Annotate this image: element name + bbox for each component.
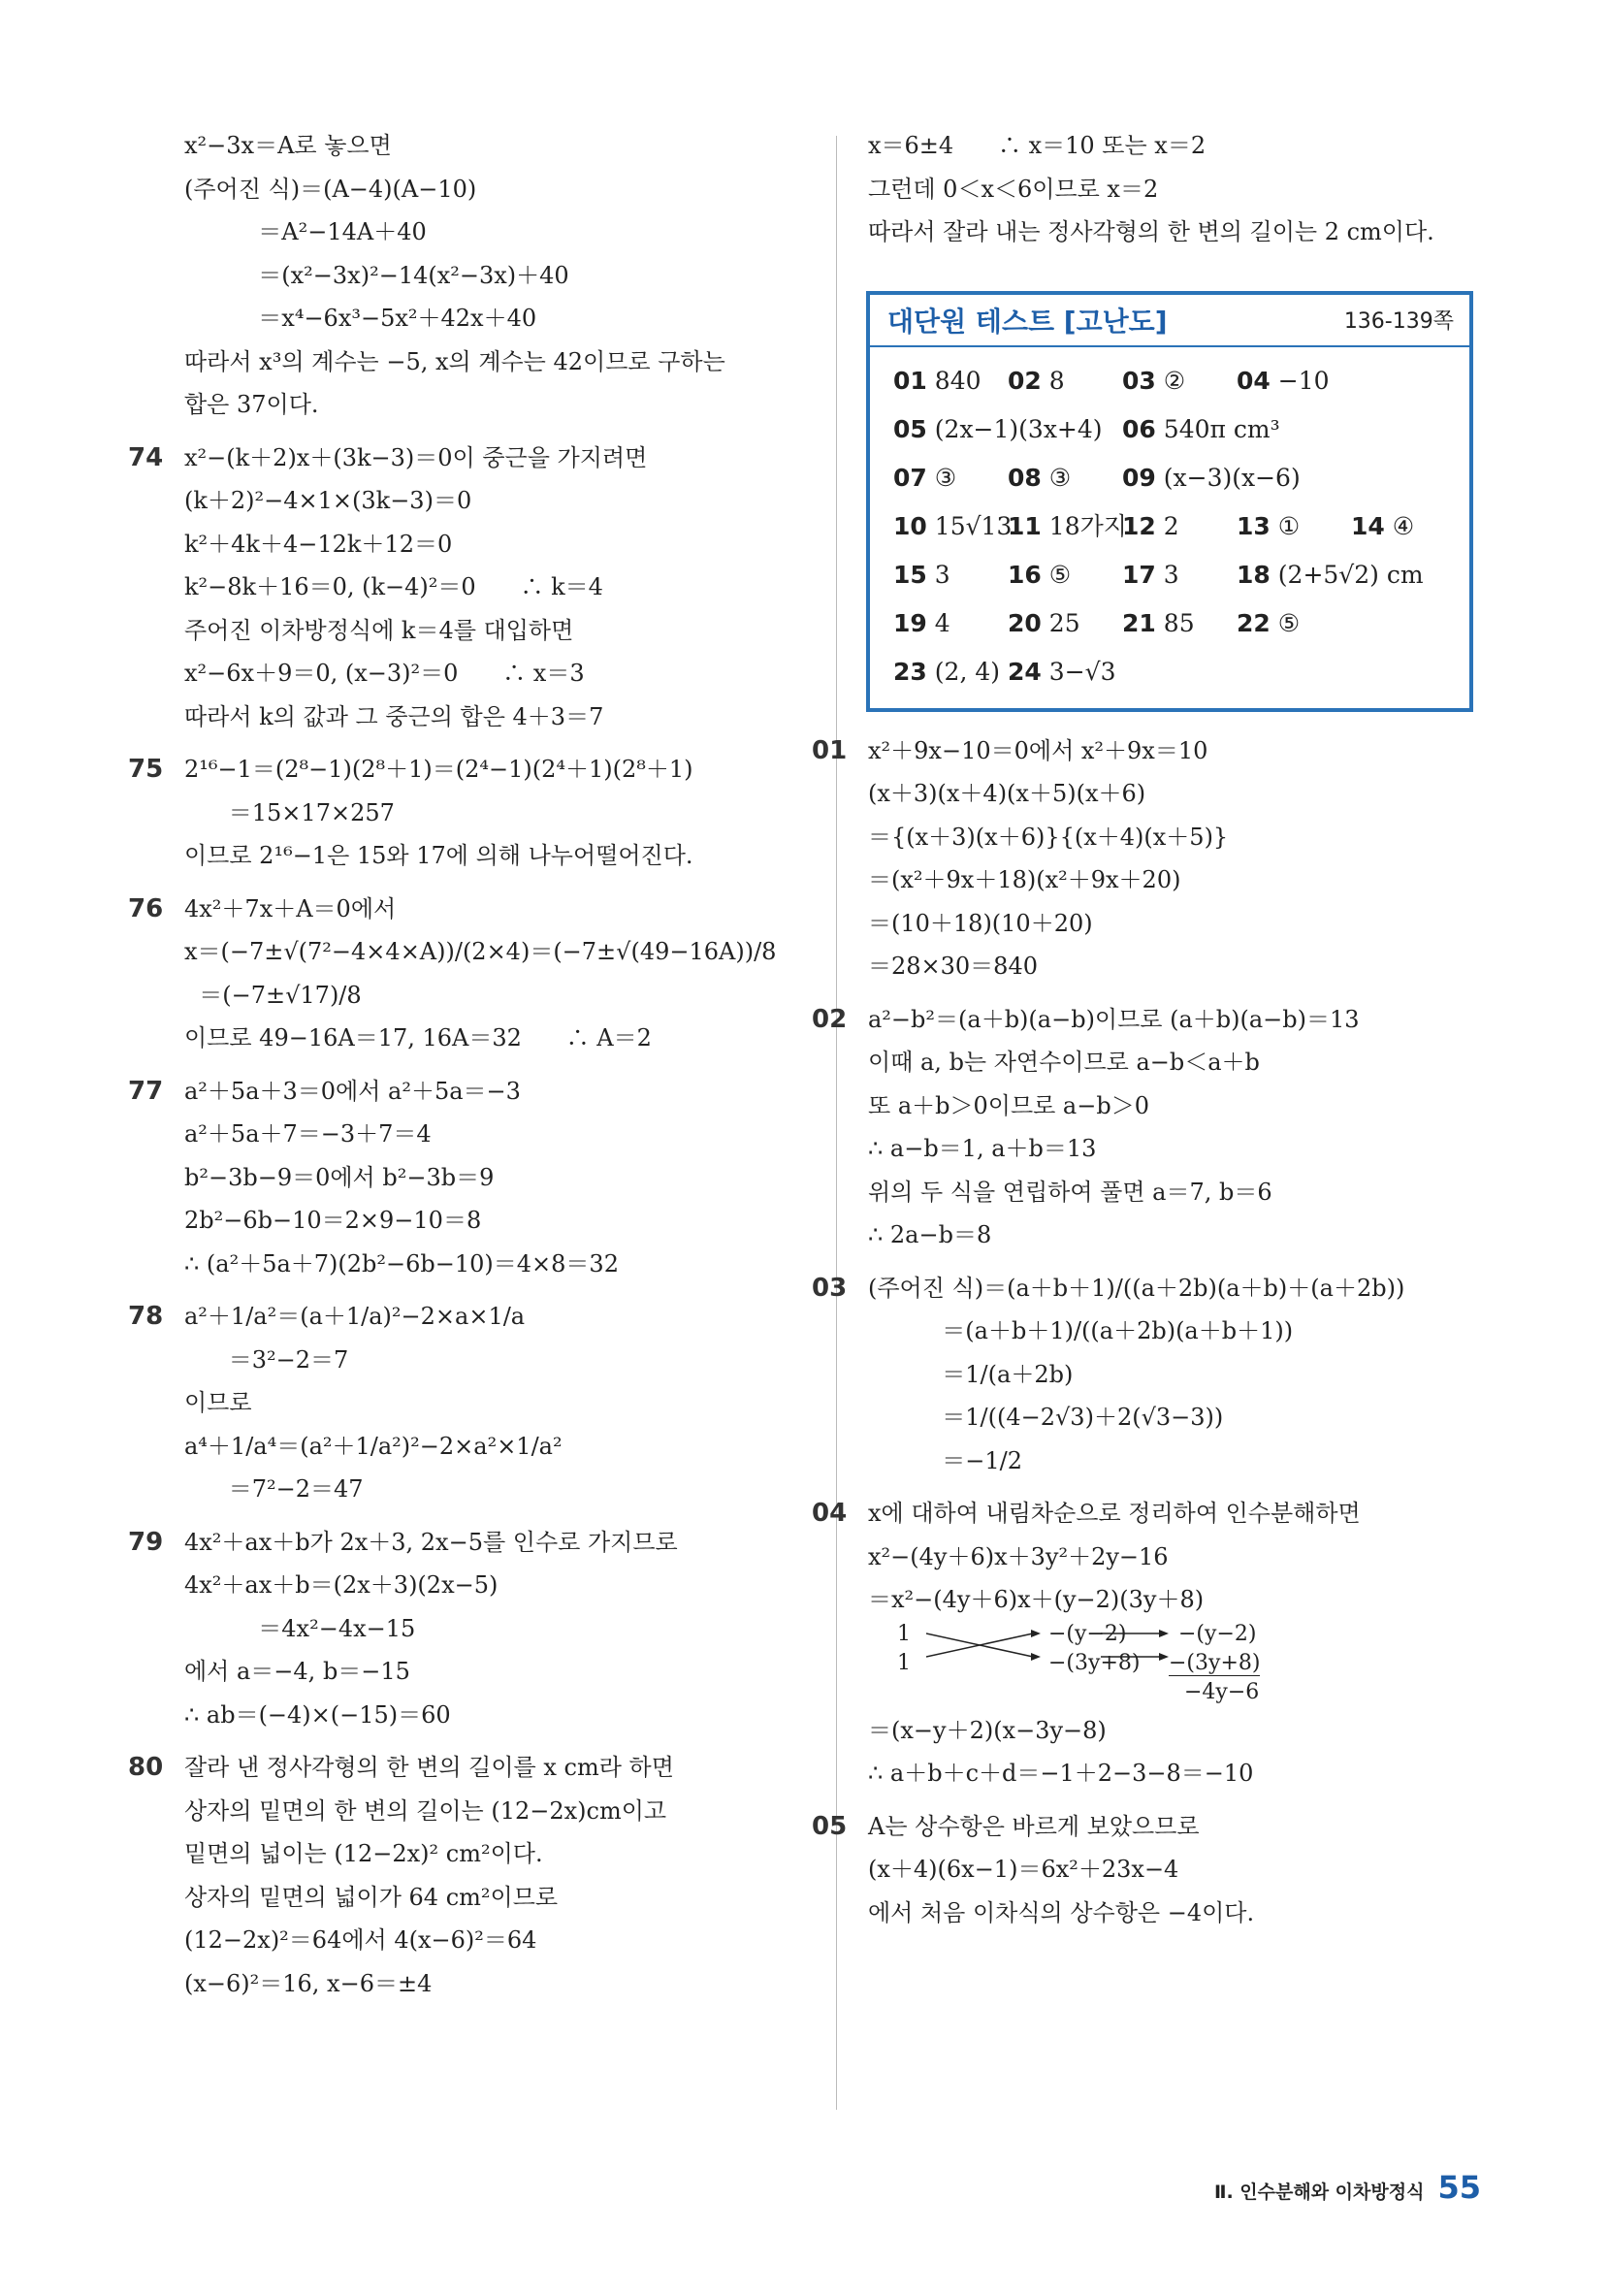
solution-line — [868, 902, 1489, 946]
problem-number: 02 — [812, 1004, 848, 1034]
solution-text: ＝(x²−3x)²−14(x²−3x)＋40 — [184, 261, 569, 289]
answer-number: 12 — [1122, 511, 1156, 540]
solution-text: ＝(10＋18)(10＋20) — [868, 909, 1093, 937]
left-column — [128, 124, 824, 2005]
solution-line — [184, 254, 824, 298]
answer-row — [893, 648, 1452, 696]
diagram-c2: −(3y+8) — [1169, 1650, 1261, 1675]
solution-text: ＝15×17×257 — [184, 798, 395, 826]
answer-item — [893, 599, 1008, 648]
problem-number: 01 — [812, 735, 848, 765]
solution-line — [184, 1381, 824, 1425]
solution-text: ＝x²−(4y＋6)x＋(y−2)(3y＋8) — [868, 1586, 1205, 1613]
solution-line — [184, 1650, 824, 1694]
solution-line — [184, 1017, 824, 1060]
solution-text: ＝(x−y＋2)(x−3y−8) — [868, 1716, 1107, 1744]
solution-line: x＝6±4 ∴ x＝10 또는 x＝2 — [868, 132, 1207, 159]
solution-text: ＝7²−2＝47 — [184, 1475, 364, 1503]
solution-line — [184, 1564, 824, 1607]
unit-test-answers — [870, 347, 1469, 708]
solution-text: 합은 37이다. — [184, 391, 319, 418]
answer-item — [1008, 599, 1122, 648]
problem-gap — [868, 1482, 1489, 1492]
answer-row — [893, 599, 1452, 648]
solution-line — [184, 479, 824, 523]
solution-text: x²−(4y＋6)x＋3y²＋2y−16 — [868, 1542, 1169, 1570]
solution-text: 따라서 x³의 계수는 −5, x의 계수는 42이므로 구하는 — [184, 347, 725, 375]
solution-text: 상자의 밑면의 넓이가 64 cm²이므로 — [184, 1883, 559, 1911]
problem-line — [812, 1805, 1489, 1849]
answer-number: 05 — [893, 414, 927, 443]
solution-text: ＝1/((4−2√3)＋2(√3−3)) — [868, 1404, 1224, 1431]
answer-item — [1351, 502, 1465, 551]
solution-text: x＝(−7±√(7²−4×4×A))/(2×4)＝(−7±√(49−16A))/8 — [184, 938, 777, 965]
answer-value: (2, 4) — [934, 657, 1001, 686]
solution-line — [184, 834, 824, 878]
answer-number: 15 — [893, 560, 927, 589]
solution-text: x²−3x＝A로 놓으면 — [184, 132, 392, 159]
answer-item — [1008, 357, 1122, 405]
factor-cross-diagram — [868, 1622, 1489, 1709]
right-top-continuation — [868, 124, 1489, 254]
answer-item — [893, 357, 1008, 405]
solution-line — [184, 1156, 824, 1200]
problem-line — [128, 748, 824, 792]
answer-row — [893, 502, 1452, 551]
answer-value: 2 — [1163, 511, 1179, 540]
problem-line — [128, 1070, 824, 1114]
answer-item — [1008, 648, 1122, 696]
problem-number: 78 — [128, 1302, 164, 1331]
chapter-label: Ⅱ. 인수분해와 이차방정식 — [1213, 2182, 1425, 2203]
answer-number: 02 — [1008, 366, 1042, 395]
answer-number: 07 — [893, 463, 927, 492]
solution-text: 2b²−6b−10＝2×9−10＝8 — [184, 1207, 482, 1234]
problem-gap — [868, 1795, 1489, 1805]
solution-text: 2¹⁶−1＝(2⁸−1)(2⁸＋1)＝(2⁴−1)(2⁴＋1)(2⁸＋1) — [184, 756, 693, 783]
answer-value: (2+5√2) cm — [1277, 560, 1424, 589]
diagram-c1: −(y−2) — [1178, 1621, 1257, 1646]
answer-value: ③ — [1048, 463, 1072, 492]
solution-text: x²−6x＋9＝0, (x−3)²＝0 ∴ x＝3 — [184, 660, 585, 687]
solution-text: ＝A²−14A＋40 — [184, 218, 427, 245]
answer-item — [1122, 551, 1237, 599]
solution-text: ＝4x²−4x−15 — [184, 1614, 416, 1642]
solution-text: ＝x⁴−6x³−5x²＋42x＋40 — [184, 305, 537, 332]
answer-item — [1122, 502, 1237, 551]
answer-value: 18가지 — [1048, 511, 1127, 540]
solution-text: (주어진 식)＝(a＋b＋1)/((a＋2b)(a＋b)＋(a＋2b)) — [868, 1274, 1405, 1302]
problem-line — [812, 1492, 1489, 1536]
solution-text: 이므로 49−16A＝17, 16A＝32 ∴ A＝2 — [184, 1024, 652, 1051]
solution-text: ∴ ab＝(−4)×(−15)＝60 — [184, 1700, 451, 1729]
solution-line — [868, 1171, 1489, 1214]
answer-number: 18 — [1237, 560, 1271, 589]
answer-value: 15√13 — [934, 511, 1013, 540]
problem-number: 75 — [128, 755, 164, 784]
solution-text: 4x²＋ax＋b가 2x＋3, 2x−5를 인수로 가지므로 — [184, 1528, 678, 1556]
page-footer — [1214, 2169, 1481, 2206]
answer-value: ② — [1163, 366, 1186, 395]
solution-line — [868, 772, 1489, 816]
solution-line — [868, 1127, 1489, 1171]
solution-text: b²−3b−9＝0에서 b²−3b＝9 — [184, 1163, 495, 1191]
answer-row — [893, 454, 1452, 502]
solution-text: 이므로 2¹⁶−1은 15와 17에 의해 나누어떨어진다. — [184, 842, 693, 869]
problem-gap — [868, 988, 1489, 998]
solution-text: a²＋1/a²＝(a＋1/a)²−2×a×1/a — [184, 1303, 526, 1330]
problem-number: 80 — [128, 1753, 164, 1782]
answer-value: 3−√3 — [1048, 657, 1116, 686]
solution-line — [184, 1468, 824, 1511]
problem-number: 77 — [128, 1076, 164, 1106]
problem-line — [128, 1521, 824, 1565]
solution-text: 따라서 k의 값과 그 중근의 합은 4＋3＝7 — [184, 702, 604, 730]
answer-value: 25 — [1048, 608, 1080, 637]
problem-gap — [184, 738, 824, 748]
answer-value: ⑤ — [1277, 608, 1301, 637]
problem-line — [128, 888, 824, 931]
solution-text: (x＋3)(x＋4)(x＋5)(x＋6) — [868, 780, 1146, 807]
solution-text: k²−8k＋16＝0, (k−4)²＝0 ∴ k＝4 — [184, 573, 603, 600]
solution-line — [184, 1694, 824, 1737]
problem-gap — [184, 1060, 824, 1070]
diagram-cross-arrows — [926, 1628, 1372, 1666]
solution-text: 4x²＋ax＋b＝(2x＋3)(2x−5) — [184, 1571, 499, 1599]
solution-text: (주어진 식)＝(A−4)(A−10) — [184, 175, 477, 203]
answer-item — [1122, 454, 1351, 502]
solution-line — [868, 1892, 1489, 1935]
solution-text: a²＋5a＋3＝0에서 a²＋5a＝−3 — [184, 1077, 521, 1105]
answer-number: 13 — [1237, 511, 1271, 540]
answer-item — [1237, 502, 1351, 551]
answer-item — [893, 502, 1013, 551]
answer-value: 840 — [934, 366, 981, 395]
problem-number: 03 — [812, 1273, 848, 1303]
solution-line — [868, 1752, 1489, 1795]
solution-line — [184, 930, 824, 974]
answer-number: 01 — [893, 366, 927, 395]
solution-text: (x−6)²＝16, x−6＝±4 — [184, 1969, 433, 1997]
answer-item — [893, 648, 1008, 696]
right-solutions-end — [812, 1709, 1489, 1935]
answer-value: 3 — [1163, 560, 1179, 589]
unit-test-pages: 136-139쪽 — [1343, 309, 1454, 334]
solution-text: ∴ a−b＝1, a＋b＝13 — [868, 1135, 1097, 1162]
solution-line — [184, 383, 824, 427]
answer-value: ③ — [934, 463, 957, 492]
solution-line — [184, 1425, 824, 1469]
unit-test-title: 대단원 테스트 [고난도] — [887, 305, 1168, 338]
diagram-sum: −4y−6 — [1184, 1679, 1260, 1704]
solution-text: ＝(−7±√17)/8 — [184, 981, 362, 1009]
solution-text: 에서 a＝−4, b＝−15 — [184, 1658, 410, 1685]
solution-line — [868, 1578, 1489, 1622]
answer-item — [1008, 502, 1127, 551]
problem-line — [128, 437, 824, 480]
solution-text: 4x²＋7x＋A＝0에서 — [184, 894, 397, 922]
answer-row — [893, 357, 1452, 405]
solution-line — [184, 1339, 824, 1382]
answer-value: (2x−1)(3x+4) — [934, 414, 1103, 443]
solution-line — [868, 1396, 1489, 1439]
problem-number: 74 — [128, 442, 164, 472]
solution-line — [184, 1113, 824, 1156]
answer-item — [1122, 599, 1237, 648]
answer-item — [1237, 357, 1351, 405]
answer-item — [1237, 551, 1465, 599]
answer-value: 8 — [1048, 366, 1065, 395]
solution-text: ＝{(x＋3)(x＋6)}{(x＋4)(x＋5)} — [868, 823, 1229, 851]
answer-value: ⑤ — [1048, 560, 1072, 589]
solution-text: 잘라 낸 정사각형의 한 변의 길이를 x cm라 하면 — [184, 1754, 674, 1781]
answer-item — [1122, 405, 1351, 454]
solution-text: ＝28×30＝840 — [868, 953, 1038, 980]
solution-line — [184, 1607, 824, 1651]
answer-number: 10 — [893, 511, 927, 540]
answer-number: 09 — [1122, 463, 1156, 492]
solution-text: ＝(a＋b＋1)/((a＋2b)(a＋b＋1)) — [868, 1317, 1294, 1344]
answer-value: (x−3)(x−6) — [1163, 463, 1301, 492]
solution-line: 그런데 0＜x＜6이므로 x＝2 — [868, 175, 1159, 203]
solution-line — [868, 1310, 1489, 1353]
problem-gap — [184, 1736, 824, 1746]
answer-item — [1008, 454, 1122, 502]
solution-line — [868, 1213, 1489, 1257]
problem-number: 76 — [128, 893, 164, 923]
solution-text: x²−(k＋2)x＋(3k−3)＝0이 중근을 가지려면 — [184, 443, 648, 471]
answer-number: 24 — [1008, 657, 1042, 686]
answer-number: 23 — [893, 657, 927, 686]
solution-text: 밑면의 넓이는 (12−2x)² cm²이다. — [184, 1840, 543, 1867]
problem-line — [128, 1295, 824, 1339]
problem-line — [812, 729, 1489, 773]
answer-item — [893, 551, 1008, 599]
answer-row — [893, 405, 1452, 454]
answer-value: 85 — [1163, 608, 1195, 637]
solution-line — [184, 609, 824, 653]
answer-number: 19 — [893, 608, 927, 637]
solution-line — [184, 210, 824, 254]
solution-text: A는 상수항은 바르게 보았으므로 — [868, 1812, 1200, 1840]
solution-text: a⁴＋1/a⁴＝(a²＋1/a²)²−2×a²×1/a² — [184, 1432, 563, 1460]
solution-line — [184, 1962, 824, 2006]
problem-gap — [184, 427, 824, 437]
answer-value: ① — [1277, 511, 1301, 540]
answer-number: 21 — [1122, 608, 1156, 637]
solution-line — [184, 1243, 824, 1286]
answer-number: 17 — [1122, 560, 1156, 589]
answer-item — [893, 405, 1122, 454]
solution-line — [184, 340, 824, 384]
solution-text: ＝(x²＋9x＋18)(x²＋9x＋20) — [868, 866, 1181, 893]
answer-row — [893, 551, 1452, 599]
solution-line — [184, 792, 824, 835]
solution-text: (k＋2)²−4×1×(3k−3)＝0 — [184, 487, 472, 514]
answer-value: ④ — [1392, 511, 1415, 540]
problem-number: 05 — [812, 1811, 848, 1841]
solution-text: a²−b²＝(a＋b)(a−b)이므로 (a＋b)(a−b)＝13 — [868, 1005, 1360, 1033]
solution-text: 위의 두 식을 연립하여 풀면 a＝7, b＝6 — [868, 1178, 1272, 1206]
solution-text: ∴ 2a−b＝8 — [868, 1221, 992, 1248]
problem-gap — [868, 1257, 1489, 1267]
solution-line — [184, 297, 824, 340]
solution-line — [184, 974, 824, 1018]
answer-number: 20 — [1008, 608, 1042, 637]
solution-line — [184, 652, 824, 695]
diagram-coef-2: 1 — [897, 1650, 911, 1675]
solution-text: ＝3²−2＝7 — [184, 1345, 349, 1374]
answer-value: 3 — [934, 560, 950, 589]
solution-line — [868, 858, 1489, 902]
solution-line — [868, 816, 1489, 859]
answer-item — [1122, 357, 1237, 405]
solution-line — [868, 1439, 1489, 1483]
answer-number: 16 — [1008, 560, 1042, 589]
solution-text: 이때 a, b는 자연수이므로 a−b＜a＋b — [868, 1049, 1260, 1076]
solution-text: a²＋5a＋7＝−3＋7＝4 — [184, 1120, 432, 1148]
answer-number: 14 — [1351, 511, 1385, 540]
solution-line — [868, 1848, 1489, 1892]
solution-line — [184, 695, 824, 739]
right-column — [812, 124, 1489, 1934]
problem-line — [128, 1746, 824, 1790]
solution-line — [184, 566, 824, 609]
answer-number: 08 — [1008, 463, 1042, 492]
problem-line — [812, 1267, 1489, 1310]
solution-text: 주어진 이차방정식에 k＝4를 대입하면 — [184, 616, 574, 644]
answer-number: 22 — [1237, 608, 1271, 637]
problem-number: 04 — [812, 1499, 848, 1528]
solution-line — [868, 1353, 1489, 1397]
solution-line — [184, 1832, 824, 1876]
unit-test-header — [870, 295, 1469, 347]
page-number: 55 — [1437, 2169, 1481, 2206]
answer-number: 11 — [1008, 511, 1042, 540]
diagram-coef-1: 1 — [897, 1621, 911, 1646]
problem-gap — [184, 878, 824, 888]
answer-number: 03 — [1122, 366, 1156, 395]
solution-line — [868, 1709, 1489, 1753]
problem-gap — [184, 1511, 824, 1521]
solution-text: (x＋4)(6x−1)＝6x²＋23x−4 — [868, 1856, 1179, 1883]
solution-text: x²＋9x−10＝0에서 x²＋9x＝10 — [868, 736, 1208, 764]
solution-text: 에서 처음 이차식의 상수항은 −4이다. — [868, 1898, 1255, 1926]
answer-value: 540π cm³ — [1163, 414, 1280, 443]
solution-text: (12−2x)²＝64에서 4(x−6)²＝64 — [184, 1926, 537, 1954]
solution-line: 따라서 잘라 내는 정사각형의 한 변의 길이는 2 cm이다. — [868, 218, 1434, 245]
unit-test-answer-box — [866, 291, 1473, 712]
solution-line — [184, 168, 824, 211]
solution-line — [868, 1536, 1489, 1579]
answer-value: 4 — [934, 608, 950, 637]
solution-line — [184, 1199, 824, 1243]
answer-number: 06 — [1122, 414, 1156, 443]
solution-line — [868, 945, 1489, 988]
diagram-b1: −(y−2) — [1048, 1621, 1127, 1646]
answer-number: 04 — [1237, 366, 1271, 395]
solution-line — [184, 1790, 824, 1833]
solution-text: ＝−1/2 — [868, 1446, 1023, 1474]
solution-text: 상자의 밑면의 한 변의 길이는 (12−2x)cm이고 — [184, 1796, 667, 1825]
answer-item — [1008, 551, 1122, 599]
problem-number: 79 — [128, 1527, 164, 1557]
solution-line — [184, 523, 824, 566]
right-solutions — [812, 729, 1489, 1622]
solution-line — [184, 1919, 824, 1962]
solution-line — [184, 124, 824, 168]
solution-text: x에 대하여 내림차순으로 정리하여 인수분해하면 — [868, 1500, 1361, 1527]
solution-line — [868, 1084, 1489, 1128]
answer-item — [893, 454, 1008, 502]
diagram-b2: −(3y+8) — [1048, 1650, 1141, 1675]
solution-text: ＝1/(a＋2b) — [868, 1360, 1074, 1388]
answer-value: −10 — [1277, 366, 1330, 395]
solution-line — [184, 1876, 824, 1920]
solution-line — [868, 1041, 1489, 1084]
solution-text: k²＋4k＋4−12k＋12＝0 — [184, 530, 453, 558]
solution-text: 또 a＋b＞0이므로 a−b＞0 — [868, 1091, 1149, 1119]
problem-gap — [184, 1285, 824, 1295]
solution-text: ∴ a＋b＋c＋d＝−1＋2−3−8＝−10 — [868, 1760, 1254, 1787]
answer-item — [1237, 599, 1351, 648]
solution-text: ∴ (a²＋5a＋7)(2b²−6b−10)＝4×8＝32 — [184, 1249, 619, 1277]
problem-line — [812, 998, 1489, 1042]
solution-text: 이므로 — [184, 1389, 252, 1416]
